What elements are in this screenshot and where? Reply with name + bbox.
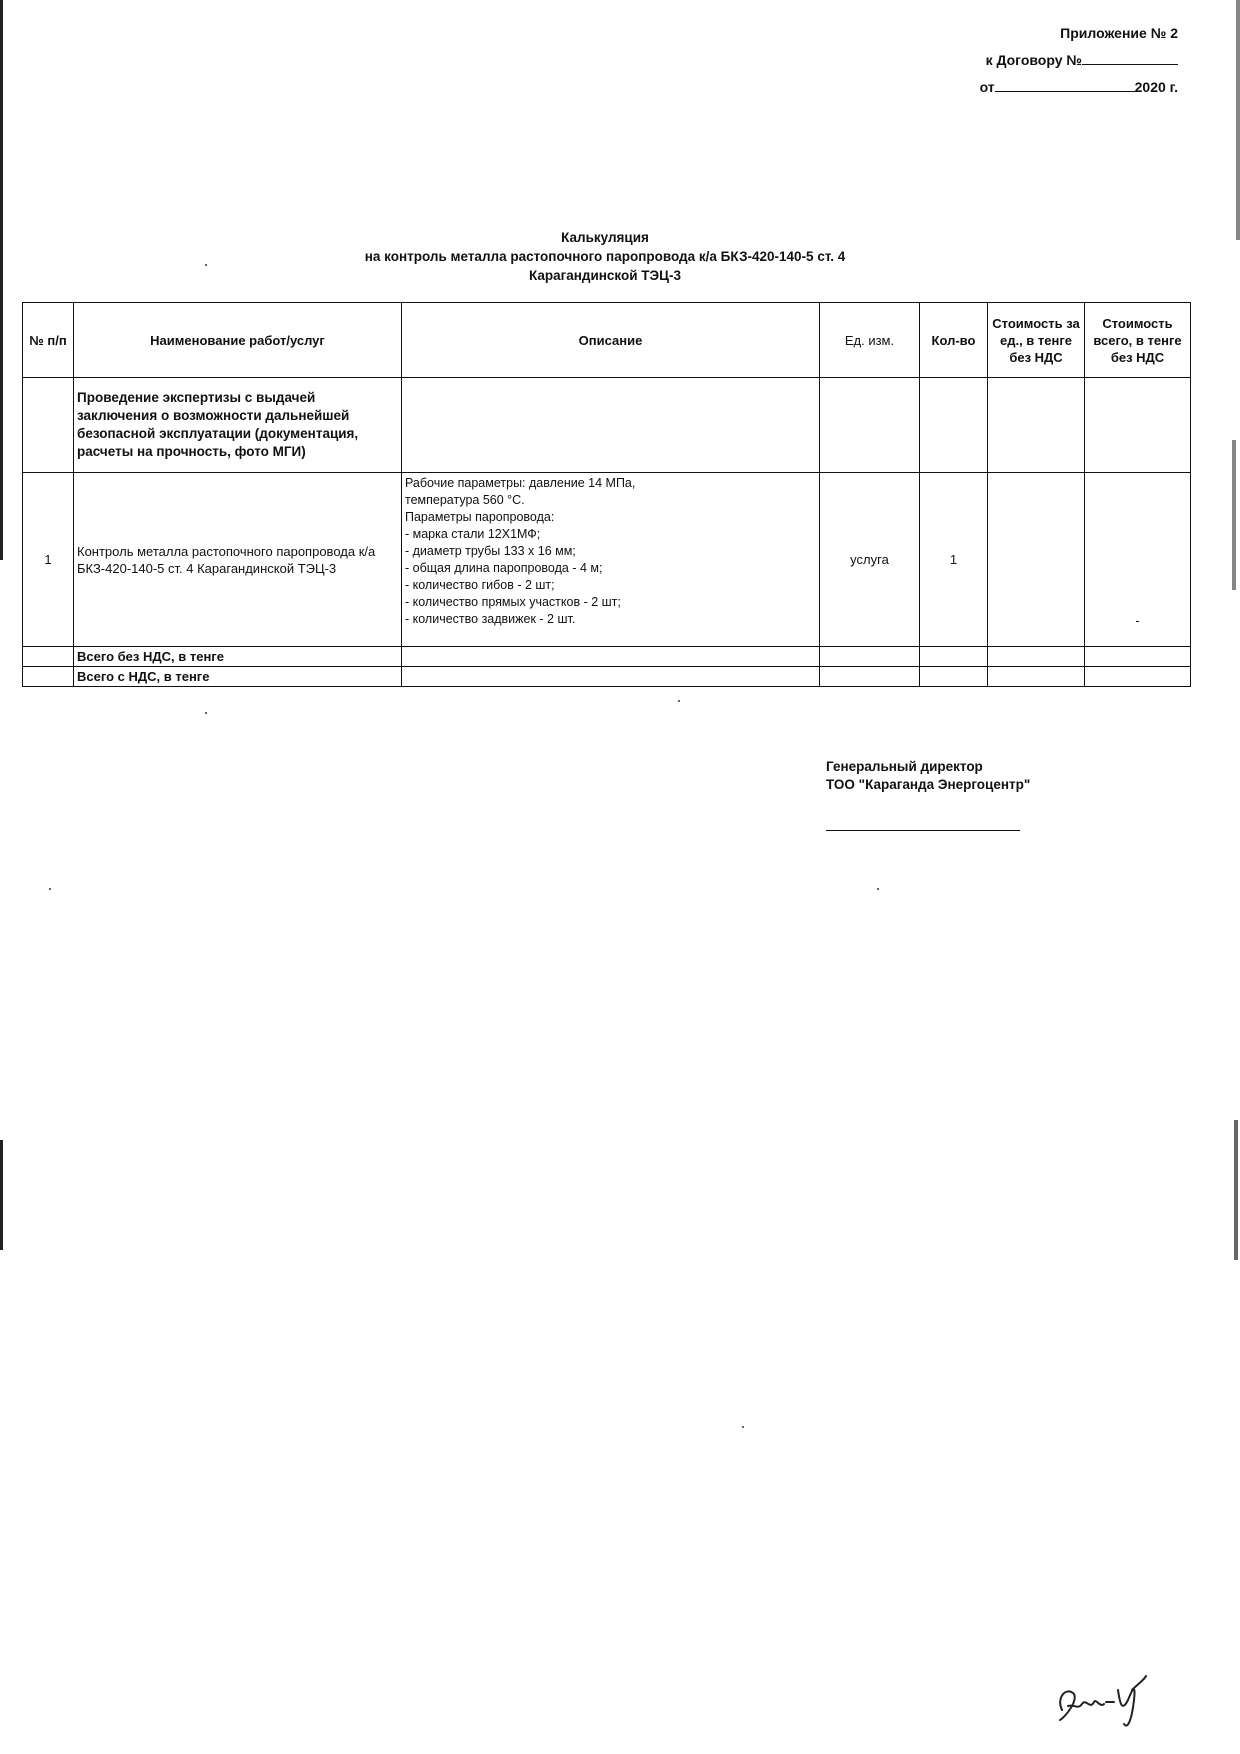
- description-line: Рабочие параметры: давление 14 МПа,: [405, 476, 636, 490]
- contract-number-blank: [1082, 50, 1178, 65]
- header-qty: Кол-во: [920, 303, 988, 378]
- signatory-position: Генеральный директор: [826, 759, 983, 774]
- description-line: - количество гибов - 2 шт;: [405, 578, 555, 592]
- description-line: - общая длина паропровода - 4 м;: [405, 561, 603, 575]
- scan-speck: [742, 1426, 744, 1428]
- scan-edge-right-1: [1236, 0, 1240, 240]
- section-total-cost-cell: [1085, 378, 1191, 473]
- calculation-table: [22, 302, 1191, 687]
- row-num: 1: [23, 473, 74, 647]
- total-without-vat-unit-cost: [988, 647, 1085, 667]
- section-description-cell: [402, 378, 820, 473]
- total-without-vat-qty: [920, 647, 988, 667]
- table-header-row: [23, 303, 1191, 378]
- description-line: Параметры паропровода:: [405, 510, 555, 524]
- total-with-vat-row: [23, 667, 1191, 687]
- section-title: Проведение экспертизы с выдачей заключения о возможности дальнейшей безопасной эксплуатации (документация, расчеты на прочность, фото МГИ): [74, 378, 402, 473]
- section-qty-cell: [920, 378, 988, 473]
- appendix-header: [980, 20, 1178, 101]
- total-with-vat-qty: [920, 667, 988, 687]
- document-title: [0, 228, 1210, 285]
- total-without-vat-num: [23, 647, 74, 667]
- title-line-2: на контроль металла растопочного паропровода к/а БКЗ-420-140-5 ст. 4: [364, 249, 846, 264]
- section-num-cell: [23, 378, 74, 473]
- date-prefix: от: [979, 79, 995, 95]
- scan-speck: [877, 888, 879, 890]
- row-name: Контроль металла растопочного паропровода к/а БКЗ-420-140-5 ст. 4 Карагандинской ТЭЦ-3: [74, 473, 402, 647]
- description-line: - количество прямых участков - 2 шт;: [405, 595, 621, 609]
- total-with-vat-num: [23, 667, 74, 687]
- total-without-vat-unit: [820, 647, 920, 667]
- scan-edge-right-2: [1232, 440, 1236, 590]
- date-blank: [995, 77, 1135, 92]
- contract-date-line: [980, 74, 1178, 101]
- title-line-3: Карагандинской ТЭЦ-3: [528, 268, 682, 283]
- description-line: - количество задвижек - 2 шт.: [405, 612, 576, 626]
- section-unit-cost-cell: [988, 378, 1085, 473]
- handwritten-initials: [1048, 1660, 1168, 1740]
- table-row-section: [23, 378, 1191, 473]
- signature-block: [826, 758, 1030, 794]
- contract-label: к Договору №: [985, 52, 1082, 68]
- description-line: - марка стали 12Х1МФ;: [405, 527, 541, 541]
- header-name: Наименование работ/услуг: [74, 303, 402, 378]
- total-without-vat-total: [1085, 647, 1191, 667]
- scan-speck: [49, 888, 51, 890]
- scan-edge-right-3: [1234, 1120, 1238, 1260]
- total-without-vat-row: [23, 647, 1191, 667]
- table-row: [23, 473, 1191, 647]
- signature-line: [826, 830, 1020, 831]
- row-unit-cost: [988, 473, 1085, 647]
- description-line: температура 560 °С.: [405, 493, 525, 507]
- appendix-number: Приложение № 2: [1060, 25, 1178, 41]
- header-num: № п/п: [23, 303, 74, 378]
- row-total-cost: -: [1085, 473, 1191, 647]
- description-line: - диаметр трубы 133 х 16 мм;: [405, 544, 576, 558]
- total-without-vat-desc: [402, 647, 820, 667]
- signatory-company: ТОО "Караганда Энергоцентр": [826, 777, 1031, 792]
- total-with-vat-label: Всего с НДС, в тенге: [74, 667, 402, 687]
- header-description: Описание: [402, 303, 820, 378]
- row-qty: 1: [920, 473, 988, 647]
- date-suffix: 2020 г.: [1134, 79, 1178, 95]
- total-with-vat-desc: [402, 667, 820, 687]
- scan-speck: [678, 700, 680, 702]
- contract-number-line: [980, 47, 1178, 74]
- row-unit: услуга: [820, 473, 920, 647]
- total-with-vat-unit: [820, 667, 920, 687]
- row-description: [402, 473, 820, 647]
- total-with-vat-unit-cost: [988, 667, 1085, 687]
- title-line-1: Калькуляция: [561, 230, 649, 245]
- header-unit: Ед. изм.: [820, 303, 920, 378]
- total-with-vat-total: [1085, 667, 1191, 687]
- total-without-vat-label: Всего без НДС, в тенге: [74, 647, 402, 667]
- header-unit-cost: Стоимость за ед., в тенге без НДС: [988, 303, 1085, 378]
- scan-edge-left-2: [0, 1140, 3, 1250]
- section-unit-cell: [820, 378, 920, 473]
- scan-speck: [205, 712, 207, 714]
- header-total-cost: Стоимость всего, в тенге без НДС: [1085, 303, 1191, 378]
